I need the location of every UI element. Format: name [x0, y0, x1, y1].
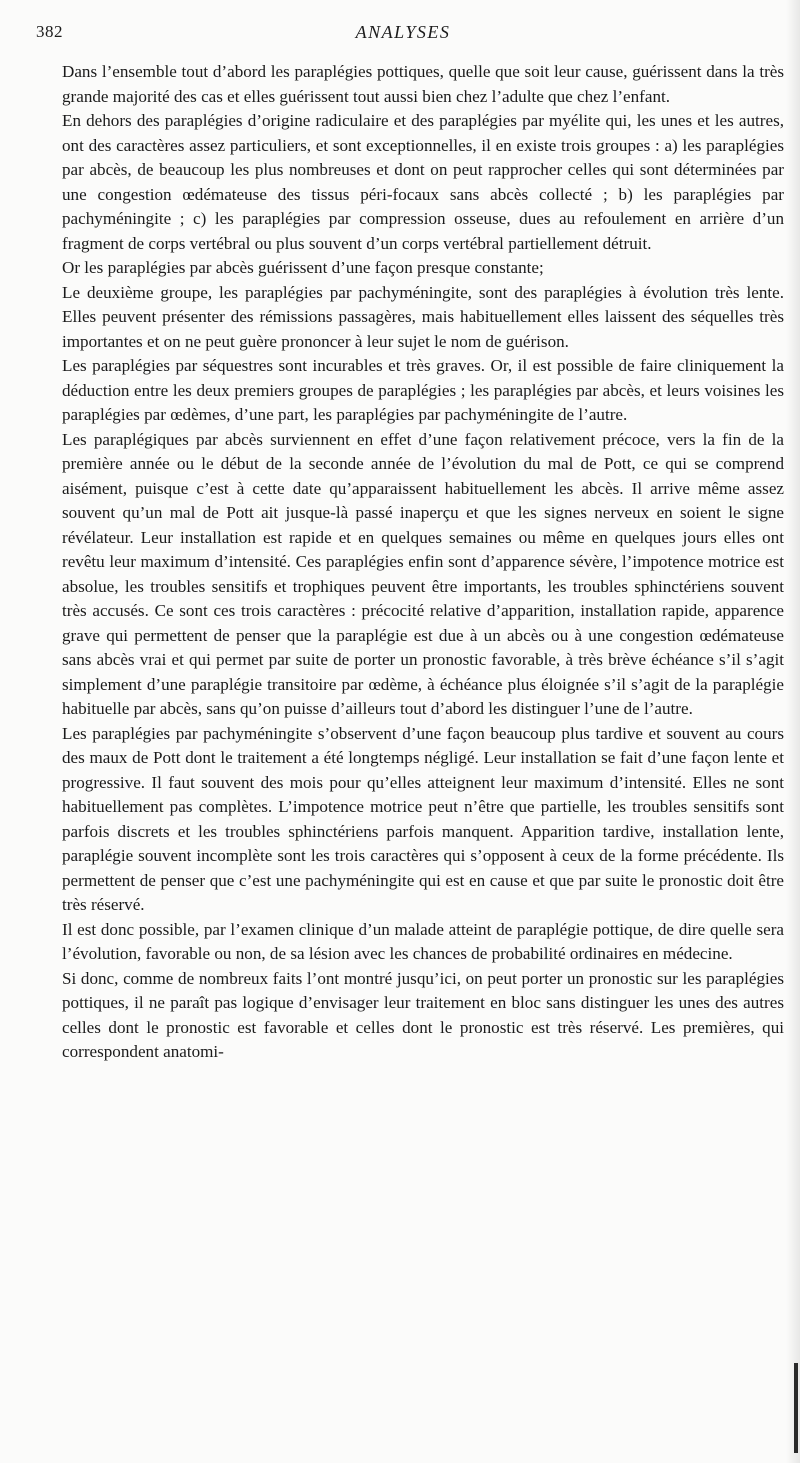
paragraph: En dehors des paraplégies d’origine radiculaire et des paraplégies par myélite qui, les unes et les autres, ont des caractères assez particuliers, et sont exceptionnelles, il en existe trois groupes : a) les paraplégies par abcès, de beaucoup les plus nombreuses et dont on peut rapprocher celles qui sont déterminées par une congestion œdémateuse des tissus péri-focaux sans abcès collecté ; b) les paraplégies par pachyméningite ; c) les paraplégies par compression osseuse, dues au refoulement en arrière d’un fragment de corps vertébral ou plus souvent d’un corps vertébral partiellement détruit.	[62, 111, 784, 253]
page-header	[36, 22, 770, 50]
paragraph: Les paraplégiques par abcès surviennent en effet d’une façon relativement précoce, vers la fin de la première année ou le début de la seconde année de l’évolution du mal de Pott, ce qui se comprend aisément, puisque c’est à cette date qu’apparaissent habituellement les abcès. Il arrive même assez souvent qu’un mal de Pott ait jusque-là passé inaperçu et que les signes nerveux en soient le signe révélateur. Leur installation est rapide et en quelques semaines ou même en quelques jours elles ont revêtu leur maximum d’intensité. Ces paraplégies enfin sont d’apparence sévère, l’impotence motrice est absolue, les troubles sensitifs et trophiques peuvent être importants, les troubles sphinctériens souvent très accusés. Ce sont ces trois caractères : précocité relative d’apparition, installation rapide, apparence grave qui permettent de penser que la paraplégie est due à un abcès ou à une congestion œdémateuse sans abcès vrai et qui permet par suite de porter un pronostic favorable, à très brève échéance s’il s’agit simplement d’une paraplégie transitoire par œdème, à échéance plus éloignée s’il s’agit de la paraplégie habituelle par abcès, sans qu’on puisse d’ailleurs tout d’abord les distinguer l’une de l’autre.	[62, 429, 784, 718]
paragraph: Il est donc possible, par l’examen clinique d’un malade atteint de paraplégie pottique, de dire quelle sera l’évolution, favorable ou non, de sa lésion avec les chances de probabilité ordinaires en médecine.	[62, 919, 784, 963]
page-edge-shadow	[786, 0, 800, 1463]
running-title: ANALYSES	[355, 22, 451, 42]
page-number: 382	[36, 22, 63, 41]
paragraph: Le deuxième groupe, les paraplégies par pachyméningite, sont des paraplégies à évolution très lente. Elles peuvent présenter des rémissions passagères, mais habituellement elles laissent des séquelles très importantes et on ne peut guère prononcer à leur sujet le nom de guérison.	[62, 282, 784, 351]
margin-mark	[794, 1363, 798, 1453]
paragraph: Si donc, comme de nombreux faits l’ont montré jusqu’ici, on peut porter un pronostic sur les paraplégies pottiques, il ne paraît pas logique d’envisager leur traitement en bloc sans distinguer les unes des autres celles dont le pronostic est favorable et celles dont le pronostic est très réservé. Les premières, qui correspondent anatomi-	[62, 968, 784, 1061]
paragraph: Dans l’ensemble tout d’abord les paraplégies pottiques, quelle que soit leur cause, guérissent dans la très grande majorité des cas et elles guérissent tout aussi bien chez l’adulte que chez l’enfant.	[62, 62, 784, 106]
paragraph: Les paraplégies par pachyméningite s’observent d’une façon beaucoup plus tardive et souvent au cours des maux de Pott dont le traitement a été longtemps négligé. Leur installation se fait d’une façon lente et progressive. Il faut souvent des mois pour qu’elles atteignent leur maximum d’intensité. Elles ne sont habituellement pas complètes. L’impotence motrice peut n’être que partielle, les troubles sensitifs sont parfois discrets et les troubles sphinctériens parfois manquent. Apparition tardive, installation lente, paraplégie souvent incomplète sont les trois caractères qui s’opposent à ceux de la forme précédente. Ils permettent de penser que c’est une pachyméningite qui est en cause et que par suite le pronostic doit être très réservé.	[62, 723, 784, 914]
body-text	[62, 60, 784, 1065]
paragraph: Les paraplégies par séquestres sont incurables et très graves. Or, il est possible de faire cliniquement la déduction entre les deux premiers groupes de paraplégies ; les paraplégies par abcès, et leurs voisines les paraplégies par œdèmes, d’une part, les paraplégies par pachyméningite de l’autre.	[62, 356, 784, 424]
paragraph: Or les paraplégies par abcès guérissent d’une façon presque constante;	[62, 258, 544, 277]
